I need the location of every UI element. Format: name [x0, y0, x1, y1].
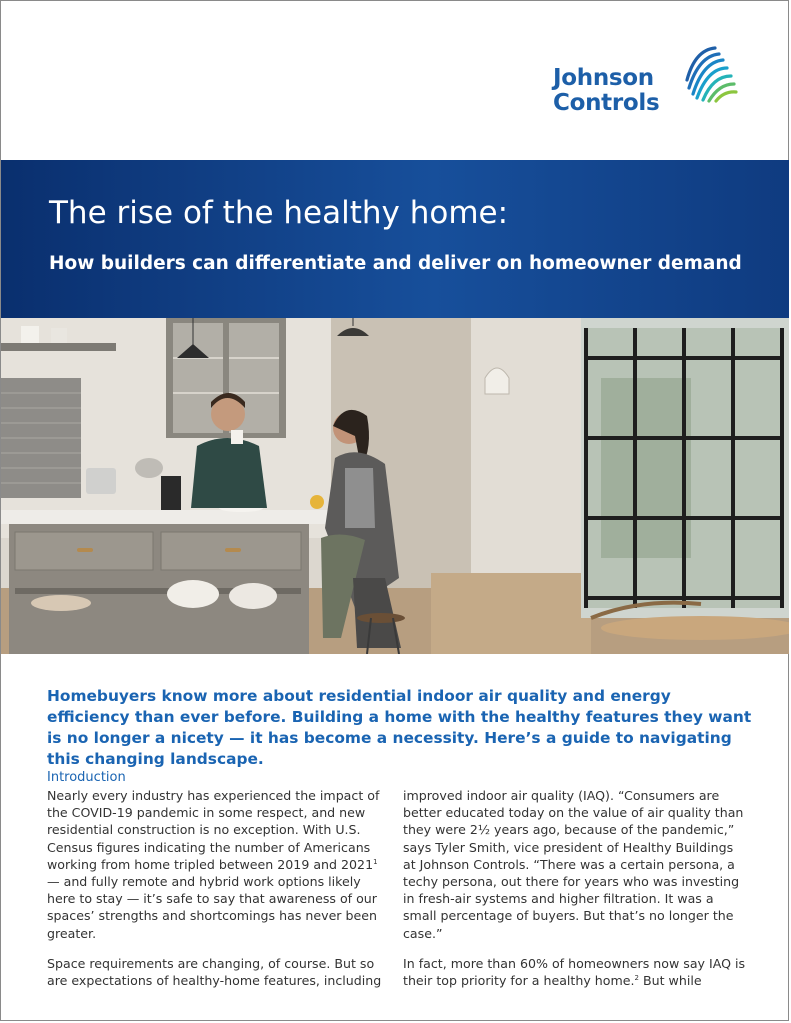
paragraph-text: Nearly every industry has experienced the impact of the COVID-19 pandemic in some respect, and new residential construction is no exception. With U.S. Census figures indicating the number of Americans working from home tripled between 2019 and 2021: [47, 788, 380, 872]
logo-wordmark: [553, 66, 659, 116]
section-heading-introduction: Introduction: [47, 770, 126, 785]
body-paragraph: Space requirements are changing, of course. But so are expectations of healthy-home features, including: [47, 955, 382, 989]
paragraph-text: In fact, more than 60% of homeowners now say IAQ is their top priority for a healthy home.: [403, 955, 746, 989]
body-paragraph: [403, 955, 748, 989]
logo-line-2: Controls: [553, 90, 660, 116]
page-subtitle: How builders can differentiate and deliver on homeowner demand: [49, 253, 742, 274]
kitchen-scene-image: [1, 318, 789, 654]
logo-line-1: Johnson: [553, 65, 654, 91]
body-column-right: [403, 787, 748, 1002]
body-column-left: [47, 787, 387, 1002]
logo-swirl-icon: [677, 44, 739, 104]
company-logo: [553, 44, 743, 128]
title-banner: [1, 160, 789, 318]
paragraph-text: — and fully remote and hybrid work options likely here to stay — it’s safe to say that awareness of our spaces’ strengths and shortcomings has never been greater.: [47, 874, 377, 941]
page-title: The rise of the healthy home:: [49, 195, 509, 231]
lead-paragraph: Homebuyers know more about residential indoor air quality and energy efficiency than ever before. Building a home with the healthy features they want is no longer a nicety — it has become a necessity. Here’s a guide to navigating this changing landscape.: [47, 687, 752, 768]
paragraph-text: But while: [638, 973, 702, 989]
body-paragraph: [47, 787, 387, 942]
footnote-ref: 1: [373, 857, 378, 866]
footnote-ref: 2: [634, 973, 639, 982]
body-paragraph: improved indoor air quality (IAQ). “Consumers are better educated today on the value of air quality than they were 2½ years ago, because of the pandemic,” says Tyler Smith, vice president of Healthy Buildings at Johnson Controls. “There was a certain persona, a techy persona, out there for years who was investing in fresh-air systems and higher filtration. It was a small percentage of buyers. But that’s no longer the case.”: [403, 788, 744, 941]
hero-photo: [1, 318, 789, 654]
